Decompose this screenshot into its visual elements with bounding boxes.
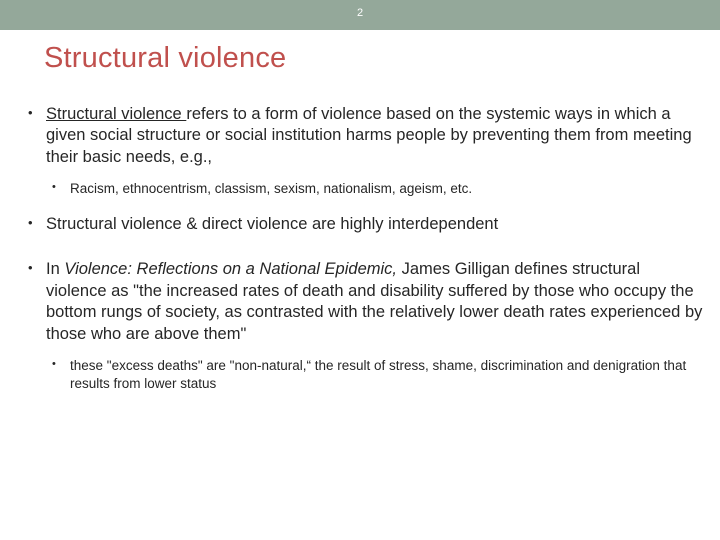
bullet-glyph: • bbox=[52, 358, 56, 371]
slide-number: 2 bbox=[356, 7, 364, 19]
bullet-3-book-title: Violence: Reflections on a National Epidemic, bbox=[64, 260, 397, 279]
spacer bbox=[20, 198, 704, 214]
page-title: Structural violence bbox=[44, 42, 287, 74]
bullet-glyph: • bbox=[28, 214, 33, 230]
bullet-item-1-sub bbox=[20, 180, 704, 198]
bullet-1-sub-text: Racism, ethnocentrism, classism, sexism, nationalism, ageism, etc. bbox=[70, 181, 473, 197]
bullet-3-sub-text: these "excess deaths" are "non-natural,“ the result of stress, shame, discrimination and denigration that results from lower status bbox=[70, 358, 687, 391]
bullet-glyph: • bbox=[28, 260, 33, 276]
bullet-item-3 bbox=[20, 259, 704, 345]
bullet-3-pre-text: In bbox=[46, 260, 65, 279]
bullet-item-1 bbox=[20, 104, 704, 168]
spacer bbox=[20, 347, 704, 357]
spacer bbox=[20, 170, 704, 180]
bullet-glyph: • bbox=[28, 105, 33, 120]
bullet-2-text: Structural violence & direct violence are highly interdependent bbox=[46, 214, 499, 233]
slide-body bbox=[20, 104, 704, 392]
bullet-item-3-sub bbox=[20, 357, 704, 392]
bullet-1-text: refers to a form of violence based on the systemic ways in which a given social structure or social institution harms people by preventing them from meeting their basic needs, e.g., bbox=[46, 105, 692, 166]
bullet-3-text: James Gilligan defines structural violence as "the increased rates of death and disability suffered by those who occupy the bottom rungs of society, as contrasted with the relatively lower death rates experienced by those who are above them" bbox=[46, 260, 703, 343]
spacer bbox=[20, 237, 704, 259]
bullet-item-2 bbox=[20, 214, 704, 235]
bullet-1-lead-text: Structural violence bbox=[46, 105, 187, 123]
bullet-glyph: • bbox=[52, 181, 56, 194]
